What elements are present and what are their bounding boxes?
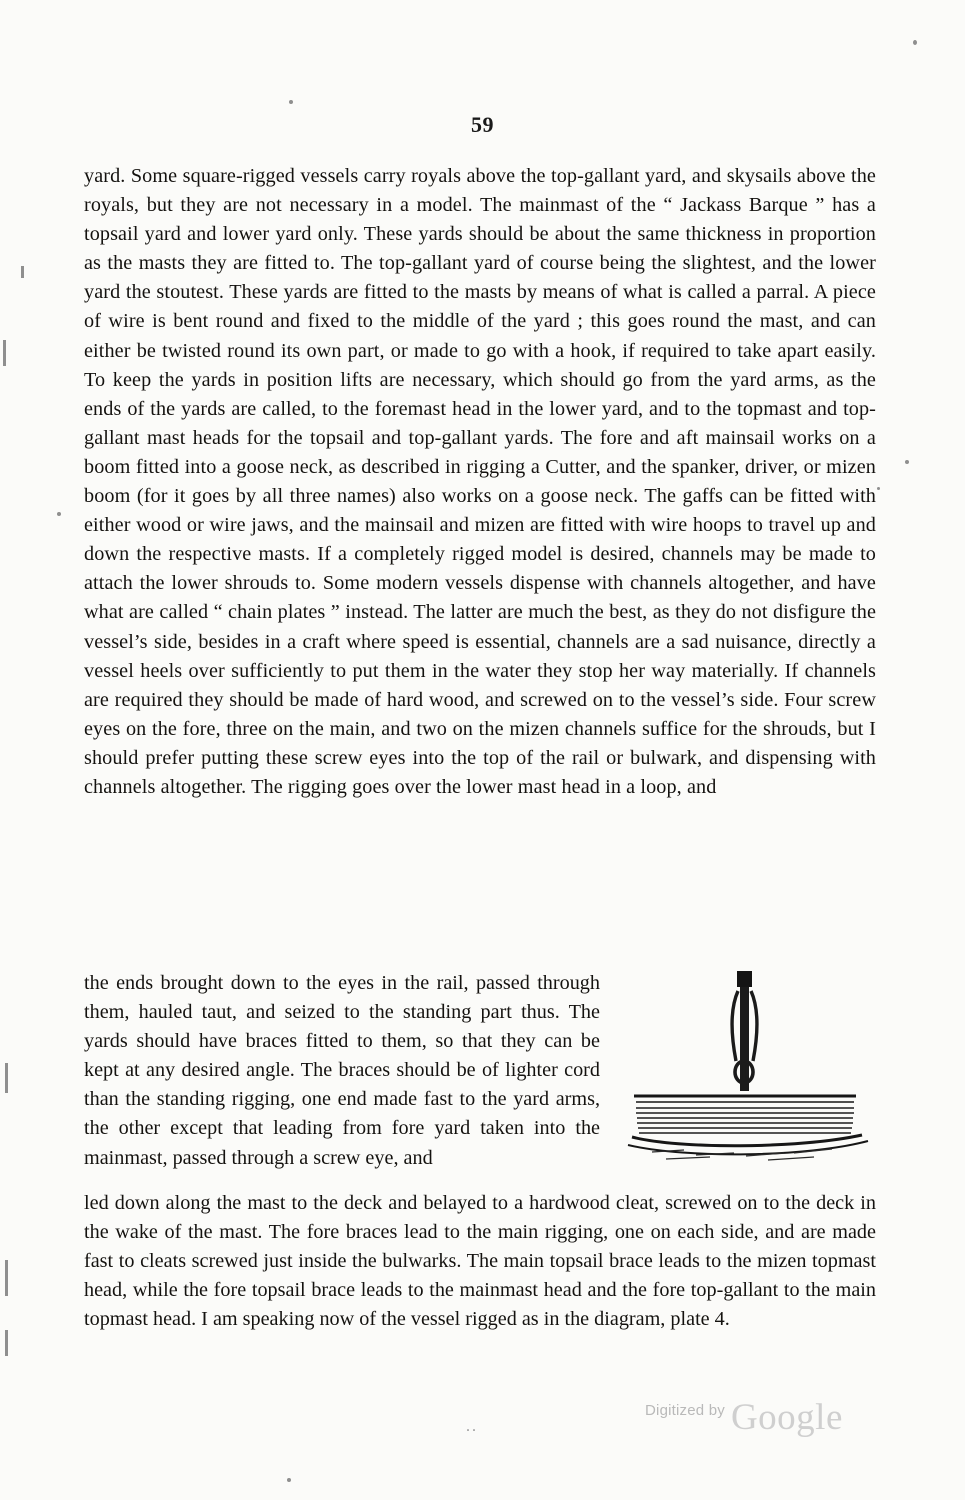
google-brand-text: Google	[730, 1397, 843, 1438]
scan-speck	[3, 340, 6, 366]
wrapped-text-with-figure	[84, 969, 876, 1183]
paragraph-closing: led down along the mast to the deck and belayed to a hardwood cleat, screwed on to the deck in the wake of the mast. The fore braces lead to the main rigging, one on each side, and are made fast to cleats screwed just inside the bulwarks. The main topsail brace leads to the mizen topmast head, while the fore topsail brace leads to the mainmast head and the fore top-gallant to the main topmast head. I am speaking now of the vessel rigged as in the diagram, plate 4.	[84, 1192, 876, 1331]
scan-speck	[905, 460, 909, 464]
scan-speck	[289, 100, 293, 104]
scan-speck	[877, 487, 880, 490]
scan-speck	[5, 1330, 8, 1356]
paragraph-wrapped: the ends brought down to the eyes in the rail, passed through them, hauled taut, and seized to the standing part thus. The yards should have braces fitted to them, so that they can be kept at any desired angle. The braces should be of lighter cord than the standing rigging, one end made fast to the yard arms, the other except that leading from fore yard taken into the mainmast, passed through a screw eye, and	[84, 972, 600, 1169]
scan-speck	[5, 1260, 8, 1296]
paragraph-main: yard. Some square-rigged vessels carry royals above the top-gallant yard, and skysails above the royals, but they are not necessary in a model. The mainmast of the “ Jackass Barque ” has a topsail yard and lower yard only. These yards should be about the same thickness in proportion as the masts they are fitted to. The top-gallant yard of course being the slightest, and the lower yard the stoutest. These yards are fitted to the masts by means of what is called a parral. A piece of wire is bent round and fixed to the middle of the yard ; this goes round the mast, and can either be twisted round its own part, or made to go with a hook, if required to take apart easily. To keep the yards in position lifts are necessary, which should go from the yard arms, as the ends of the yards are called, to the foremast head in the lower yard, and to the topmast and top-gallant mast heads for the topsail and top-gallant yards. The fore and aft mainsail works on a boom fitted into a goose neck, as described in rigging a Cutter, and the spanker, driver, or mizen boom (for it goes by all three names) also works on a goose neck. The gaffs can be fitted with either wood or wire jaws, and the mainsail and mizen are fitted with wire hoops to travel up and down the respective masts. If a completely rigged model is desired, channels may be made to attach the lower shrouds to. Some modern vessels dispense with channels altogether, and have what are called “ chain plates ” instead. The latter are much the best, as they do not disfigure the vessel’s side, besides in a craft where speed is essential, channels are a sad nuisance, directly a vessel heels over sufficiently to put them in the water they stop her way materially. If channels are required they should be made of hard wood, and screwed on to the vessel’s side. Four screw eyes on the fore, three on the main, and two on the mizen channels suffice for the shrouds, but I should prefer putting these screw eyes into the top of the rail or bulwark, and dispensing with channels altogether. The rigging goes over the lower mast head in a loop, and	[84, 165, 876, 798]
figure-mast-and-hull	[618, 969, 876, 1181]
digitized-by-label: Digitized by	[645, 1402, 725, 1419]
scan-speck	[913, 40, 917, 45]
mast-rigging-illustration	[618, 969, 876, 1181]
google-watermark	[645, 1396, 885, 1442]
page-number: 59	[471, 112, 494, 137]
scan-speck	[287, 1478, 291, 1482]
margin-dots: ..	[466, 1418, 478, 1435]
scan-speck	[21, 266, 24, 278]
scan-speck	[5, 1063, 8, 1093]
scan-speck	[57, 512, 61, 516]
closing-text-block	[84, 1189, 876, 1334]
body-text-block	[84, 162, 876, 802]
